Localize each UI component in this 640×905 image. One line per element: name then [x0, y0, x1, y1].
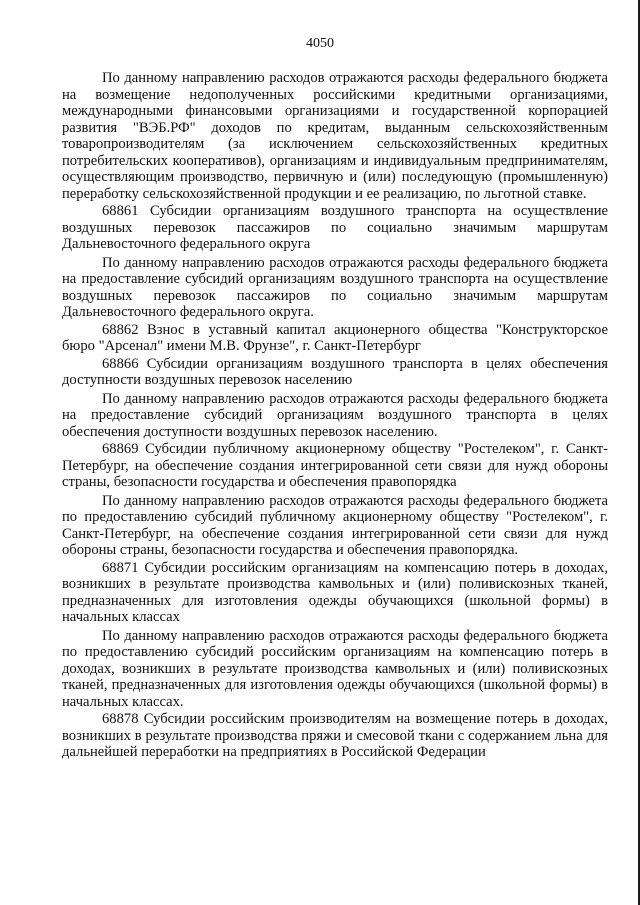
paragraph-description: По данному направлению расходов отражаются расходы федерального бюджета по предоставлению субсидий публичному акционерному обществу "Ростелеком", г. Санкт-Петербург, на обеспечение создания интегрированной сети связи для нужд обороны страны, безопасности государства и обеспечения правопорядка.	[62, 492, 608, 558]
paragraph-description: По данному направлению расходов отражаются расходы федерального бюджета на предоставление субсидий организациям воздушного транспорта на осуществление воздушных перевозок пассажиров по социально значимым маршрутам Дальневосточного федерального округа.	[62, 254, 608, 320]
paragraph-description: По данному направлению расходов отражаются расходы федерального бюджета на предоставление субсидий организациям воздушного транспорта в целях обеспечения доступности воздушных перевозок населению.	[62, 390, 608, 440]
paragraph-code-68862: 68862 Взнос в уставный капитал акционерного общества "Конструкторское бюро "Арсенал" имени М.В. Фрунзе", г. Санкт-Петербург	[62, 321, 608, 354]
paragraph-code-68878: 68878 Субсидии российским производителям на возмещение потерь в доходах, возникших в результате производства пряжи и смесовой ткани с содержанием льна для дальнейшей переработки на предприятиях в Российской Федерации	[62, 711, 608, 760]
paragraph-description: По данному направлению расходов отражаются расходы федерального бюджета по предоставлению субсидий российским организациям на компенсацию потерь в доходах, возникших в результате производства камвольных и (или) поливискозных тканей, предназначенных для изготовления одежды обучающихся (школьной формы) в начальных классах.	[62, 627, 608, 710]
paragraph-code-68866: 68866 Субсидии организациям воздушного транспорта в целях обеспечения доступности воздушных перевозок населению	[62, 355, 608, 388]
paragraph-description: По данному направлению расходов отражаются расходы федерального бюджета на возмещение недополученных российскими кредитными организациями, международными финансовыми организациями и государственной корпорацией развития "ВЭБ.РФ" доходов по кредитам, выданным сельскохозяйственным товаропроизводителям (за исключением сельскохозяйственных кредитных потребительских кооперативов), организациям и индивидуальным предпринимателям, осуществляющим производство, первичную и (или) последующую (промышленную) переработку сельскохозяйственной продукции и ее реализацию, по льготной ставке.	[62, 70, 608, 202]
paragraph-code-68861: 68861 Субсидии организациям воздушного транспорта на осуществление воздушных перевозок пассажиров по социально значимым маршрутам Дальневосточного федерального округа	[62, 203, 608, 252]
paragraph-code-68871: 68871 Субсидии российским организациям на компенсацию потерь в доходах, возникших в результате производства камвольных и (или) поливискозных тканей, предназначенных для изготовления одежды обучающихся (школьной формы) в начальных классах	[62, 559, 608, 625]
document-body	[62, 68, 608, 761]
paragraph-code-68869: 68869 Субсидии публичному акционерному обществу "Ростелеком", г. Санкт-Петербург, на обеспечение создания интегрированной сети связи для нужд обороны страны, безопасности государства и обеспечения правопорядка	[62, 441, 608, 490]
page-number: 4050	[306, 36, 334, 51]
